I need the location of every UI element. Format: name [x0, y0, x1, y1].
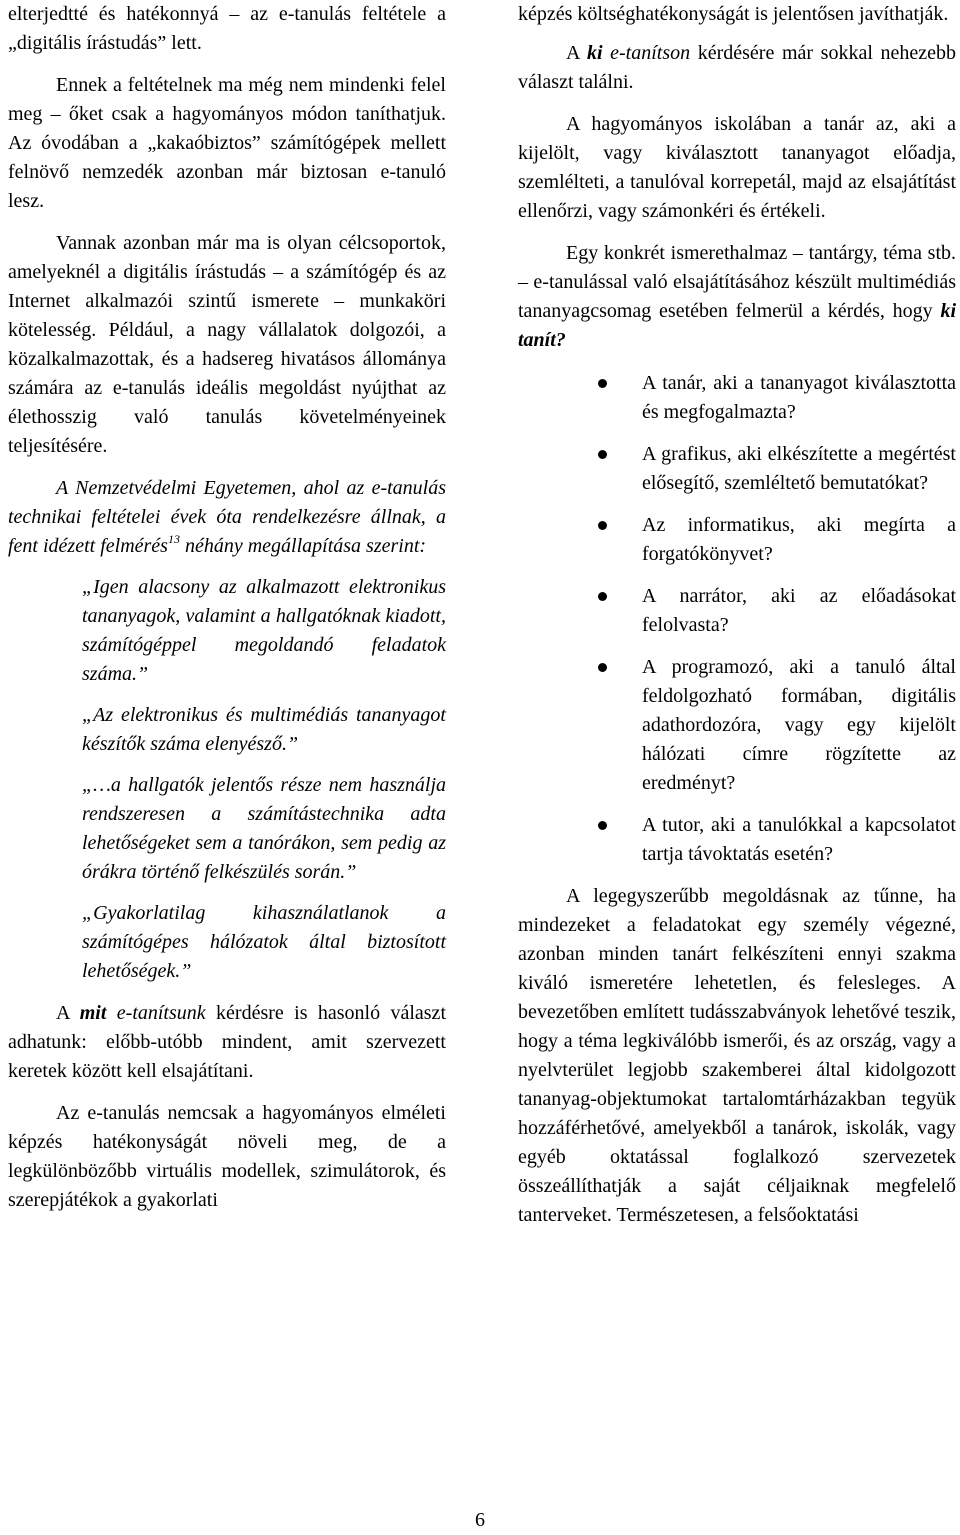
- list-item: [518, 811, 956, 869]
- bullet-icon: [598, 592, 607, 601]
- list-item-text: A tutor, aki a tanulókkal a kapcsolatot tartja távoktatás esetén?: [642, 814, 956, 865]
- paragraph: A legegyszerűbb megoldásnak az tűnne, ha mindezeket a feladatokat egy személy végezné, azonban minden tanárt felkészíteni ennyi szakma kiváló ismeretére lehetetlen, és felesleges. A bevezetőben említett tudásszabványok lehetővé teszik, hogy a téma legkiválóbb ismerői, és az ország, vagy a nyelvterület legjobb szakemberei által kidolgozott tananyag-objektumokat tartalomtárházakban tegyük hozzáférhetővé, amelyekből a tanárok, iskolák, vagy egyéb oktatással foglalkozó szervezetek összeállíthatják a saját céljaiknak megfelelő tanterveket. Természetesen, a felsőoktatási: [518, 885, 956, 1226]
- list-item-text: A tanár, aki a tananyagot kiválasztotta és megfogalmazta?: [642, 372, 956, 423]
- paragraph-intro-survey: [8, 474, 446, 561]
- list-item: [518, 582, 956, 640]
- page-number: 6: [475, 1509, 485, 1531]
- bullet-icon: [598, 521, 607, 530]
- list-item: [518, 440, 956, 498]
- right-column: [518, 0, 956, 1230]
- bullet-icon: [598, 821, 607, 830]
- bullet-icon: [598, 663, 607, 672]
- list-item: [518, 511, 956, 569]
- quote: „…a hallgatók jelentős része nem használja rendszeresen a számítástechnika adta lehetőségeket sem a tanórákon, sem pedig az órákra történő felkészülés során.”: [82, 774, 446, 883]
- list-item-text: Az informatikus, aki megírta a forgatókönyvet?: [642, 514, 956, 565]
- emphasis: ki tanít?: [518, 300, 956, 351]
- list-item-text: A grafikus, aki elkészítette a megértést elősegítő, szemléltető bemutatókat?: [642, 443, 956, 494]
- bullet-icon: [598, 379, 607, 388]
- quote: „Az elektronikus és multimédiás tananyagot készítők száma elenyésző.”: [82, 704, 446, 755]
- text: A: [566, 42, 587, 64]
- list-item-text: A narrátor, aki az előadásokat felolvasta?: [642, 585, 956, 636]
- list-item: [518, 653, 956, 798]
- emphasis-italic: e-tanítsunk: [106, 1002, 206, 1024]
- quote: „Gyakorlatilag kihasználatlanok a számítógépes hálózatok által biztosított lehetőségek.”: [82, 902, 446, 982]
- bullet-list: [518, 369, 956, 869]
- text: kérdésére már sokkal nehezebb választ találni.: [518, 42, 956, 93]
- left-column: [8, 0, 446, 1215]
- text: A: [56, 1002, 80, 1024]
- paragraph: A hagyományos iskolában a tanár az, aki a kijelölt, vagy kiválasztott tananyagot előadja, szemlélteti, a tanulóval korrepetál, majd az elsajátítást ellenőrzi, vagy számonkéri és értékeli.: [518, 113, 956, 222]
- text: Egy konkrét ismerethalmaz – tantárgy, téma stb. – e-tanulással való elsajátításához készült multimédiás tananyagcsomag esetében felmerül a kérdés, hogy: [518, 242, 956, 322]
- paragraph-continuation: elterjedtté és hatékonnyá – az e-tanulás feltétele a „digitális írástudás” lett.: [8, 3, 446, 54]
- paragraph: [518, 39, 956, 97]
- footnote-ref: 13: [167, 532, 180, 546]
- paragraph: [518, 239, 956, 355]
- emphasis: ki: [586, 42, 603, 64]
- quote-block: [82, 573, 446, 986]
- paragraph-continuation: képzés költséghatékonyságát is jelentősen javíthatják.: [518, 3, 949, 25]
- list-item-text: A programozó, aki a tanuló által feldolgozható formában, digitális adathordozóra, vagy egy kijelölt hálózati címre rögzítette az eredményt?: [642, 656, 956, 794]
- quote: „Igen alacsony az alkalmazott elektronikus tananyagok, valamint a hallgatóknak kiadott, számítógéppel megoldandó feladatok száma.”: [82, 576, 446, 685]
- paragraph: [8, 999, 446, 1086]
- emphasis: mit: [79, 1002, 107, 1024]
- text: néhány megállapítása szerint:: [179, 535, 427, 557]
- list-item: [518, 369, 956, 427]
- paragraph: Vannak azonban már ma is olyan célcsoportok, amelyeknél a digitális írástudás – a számítógép és az Internet alkalmazói szintű ismerete – munkaköri kötelesség. Például, a nagy vállalatok dolgozói, a közalkalmazottak, és a hadsereg hivatásos állománya számára az e-tanulás ideális megoldást nyújthat az élethosszig való tanulás követelményeinek teljesítésére.: [8, 232, 446, 457]
- text: kérdésre is hasonló választ adhatunk: előbb-utóbb mindent, amit szervezett keretek között kell elsajátítani.: [8, 1002, 446, 1082]
- bullet-icon: [598, 450, 607, 459]
- paragraph: Az e-tanulás nemcsak a hagyományos elméleti képzés hatékonyságát növeli meg, de a legkülönbözőbb virtuális modellek, szimulátorok, és szerepjátékok a gyakorlati: [8, 1102, 446, 1211]
- paragraph: Ennek a feltételnek ma még nem mindenki felel meg – őket csak a hagyományos módon taníthatjuk. Az óvodában a „kakaóbiztos” számítógépek mellett felnövő nemzedék azonban már biztosan e-tanuló lesz.: [8, 74, 446, 212]
- emphasis-italic: e-tanítson: [602, 42, 691, 64]
- text: A Nemzetvédelmi Egyetemen, ahol az e-tanulás technikai feltételei évek óta rendelkezésre állnak, a fent idézett felmérés: [8, 477, 446, 557]
